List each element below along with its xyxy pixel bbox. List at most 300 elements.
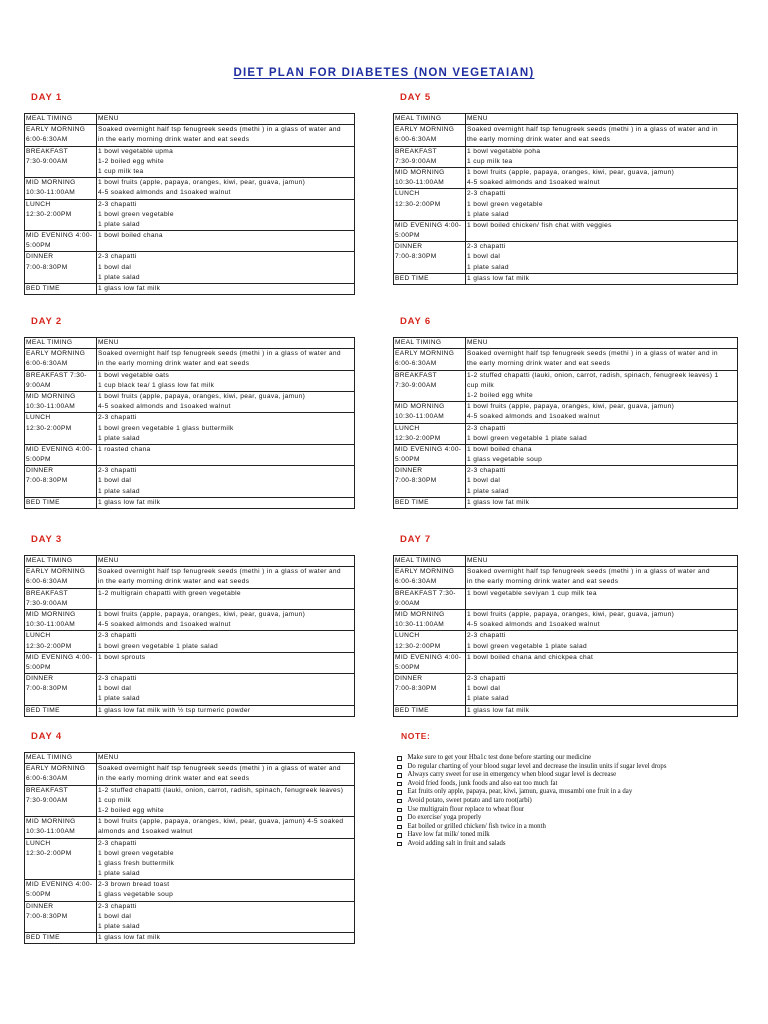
meal-timing-cell <box>394 273 466 284</box>
menu-line: 1 bowl fruits (apple, papaya, oranges, kiwi, pear, guava, jamun) <box>467 610 675 618</box>
menu-line: 2-3 chapatti <box>467 243 506 251</box>
menu-line: 4-5 soaked almonds and 1soaked walnut <box>98 621 231 629</box>
timing-line: EARLY MORNING <box>395 126 455 134</box>
meal-timing-cell <box>25 466 97 498</box>
note-item <box>393 763 738 772</box>
menu-cell <box>466 167 738 188</box>
timing-line: 10:30-11:00AM <box>26 189 76 197</box>
spacer <box>26 487 95 497</box>
spacer <box>467 599 736 609</box>
menu-line: 1 bowl fruits (apple, papaya, oranges, kiwi, pear, guava, jamun) 4-5 soaked <box>98 818 344 826</box>
timing-line: 5:00PM <box>26 891 51 899</box>
day-label: DAY 4 <box>31 731 62 742</box>
menu-line: 2-3 chapatti <box>98 253 137 261</box>
timing-line: EARLY MORNING <box>26 765 86 773</box>
meal-timing-cell <box>394 567 466 588</box>
timing-line: 10:30-11:00AM <box>395 413 445 421</box>
spacer <box>467 231 736 241</box>
note-item <box>393 831 738 840</box>
menu-cell <box>97 199 355 231</box>
note-text: Always carry sweet for use in emergency when blood sugar level is decrease <box>407 771 617 779</box>
timing-line: 12:30-2:00PM <box>26 849 72 857</box>
menu-line: 2-3 chapatti <box>98 467 137 475</box>
meal-timing-cell <box>25 199 97 231</box>
timing-line: 10:30-11:00AM <box>26 621 76 629</box>
menu-cell <box>97 880 355 901</box>
menu-cell <box>466 242 738 274</box>
table-row <box>25 705 355 716</box>
menu-line: 1 bowl green vegetable 1 plate salad <box>467 434 588 442</box>
spacer <box>26 167 95 177</box>
table-row <box>25 674 355 706</box>
timing-line: LUNCH <box>26 632 51 640</box>
menu-line: 2-3 chapatti <box>98 632 137 640</box>
menu-cell <box>97 370 355 391</box>
timing-line: MEAL TIMING <box>395 557 442 564</box>
timing-line: MID MORNING <box>26 179 76 187</box>
timing-line: 5:00PM <box>395 456 420 464</box>
timing-line: LUNCH <box>26 200 51 208</box>
header-timing: MEAL TIMING <box>394 338 466 349</box>
menu-line: the early morning drink water and eat seeds <box>467 136 611 144</box>
meal-timing-cell <box>25 349 97 370</box>
timing-line: 6:00-6:30AM <box>26 136 68 144</box>
menu-cell <box>97 933 355 944</box>
menu-line: 1 bowl green vegetable 1 plate salad <box>98 642 219 650</box>
meal-timing-cell <box>394 349 466 370</box>
menu-line: 1 bowl green vegetable <box>467 200 543 208</box>
timing-line: 12:30-2:00PM <box>395 434 441 442</box>
header-menu: MENU <box>97 338 355 349</box>
spacer <box>395 263 464 273</box>
table-row <box>394 444 738 465</box>
meal-timing-cell <box>25 631 97 652</box>
menu-cell <box>466 125 738 146</box>
note-list <box>393 754 738 849</box>
menu-cell <box>466 349 738 370</box>
table-row <box>394 370 738 402</box>
table-row <box>394 242 738 274</box>
menu-line: 2-3 chapatti <box>467 675 506 683</box>
timing-line: MEAL TIMING <box>26 557 73 564</box>
timing-line: 12:30-2:00PM <box>26 210 72 218</box>
timing-line: MID MORNING <box>395 610 445 618</box>
menu-cell <box>97 284 355 295</box>
meal-table <box>24 752 355 944</box>
meal-timing-cell <box>25 284 97 295</box>
menu-line: 1 bowl vegetable oats <box>98 371 170 379</box>
timing-line: MID EVENING 4:00- <box>26 232 93 240</box>
timing-line: 7:00-8:30PM <box>26 477 68 485</box>
menu-line: 1 bowl fruits (apple, papaya, oranges, kiwi, pear, guava, jamun) <box>98 179 306 187</box>
note-title: NOTE: <box>401 731 431 741</box>
table-header-row <box>25 753 355 764</box>
menu-line: Soaked overnight half tsp fenugreek seeds (methi ) in a glass of water and <box>98 765 341 773</box>
menu-line: 1 bowl sprouts <box>98 653 146 661</box>
spacer <box>26 220 95 230</box>
spacer <box>98 455 353 465</box>
menu-cell <box>97 631 355 652</box>
timing-line: 7:00-8:30PM <box>26 685 68 693</box>
menu-cell <box>97 652 355 673</box>
table-row <box>394 609 738 630</box>
menu-line: 4-5 soaked almonds and 1soaked walnut <box>467 179 600 187</box>
meal-timing-cell <box>25 785 97 817</box>
note-item <box>393 754 738 763</box>
menu-cell <box>466 146 738 167</box>
menu-line: 1 glass vegetable soup <box>98 891 174 899</box>
menu-cell <box>97 567 355 588</box>
spacer <box>26 434 95 444</box>
meal-table <box>24 113 355 295</box>
menu-line: in the early morning drink water and eat seeds <box>98 360 250 368</box>
day-label: DAY 3 <box>31 534 62 545</box>
menu-line: 4-5 soaked almonds and 1soaked walnut <box>467 621 600 629</box>
menu-cell <box>466 402 738 423</box>
table-row <box>394 631 738 652</box>
spacer <box>98 241 353 251</box>
note-item <box>393 814 738 823</box>
menu-line: 1 glass fresh buttermilk <box>98 859 175 867</box>
note-text: Make sure to get your Hba1c test done before starting our medicine <box>407 754 592 761</box>
menu-cell <box>466 567 738 588</box>
menu-line: 1 bowl vegetable poha <box>467 147 541 155</box>
page-title: DIET PLAN FOR DIABETES (NON VEGETAIAN) <box>233 67 535 79</box>
menu-cell <box>97 705 355 716</box>
timing-line: MID MORNING <box>26 392 76 400</box>
menu-line: in the early morning drink water and eat seeds <box>98 136 250 144</box>
meal-timing-cell <box>25 391 97 412</box>
header-timing: MEAL TIMING <box>25 338 97 349</box>
spacer <box>98 599 353 609</box>
note-text: Have low fat milk/ toned milk <box>407 831 490 839</box>
timing-line: 7:30-9:00AM <box>26 157 68 165</box>
spacer <box>26 859 95 869</box>
menu-line: 2-3 chapatti <box>467 424 506 432</box>
timing-line: EARLY MORNING <box>26 568 86 576</box>
meal-timing-cell <box>25 838 97 880</box>
spacer <box>395 694 464 704</box>
spacer <box>26 869 95 879</box>
table-row <box>394 349 738 370</box>
menu-line: 1 glass vegetable soup <box>467 456 543 464</box>
menu-cell <box>466 370 738 402</box>
table-row <box>25 609 355 630</box>
note-item <box>393 840 738 849</box>
table-row <box>394 567 738 588</box>
timing-line: BREAKFAST 7:30- <box>26 371 87 379</box>
menu-line: 2-3 chapatti <box>98 200 137 208</box>
meal-timing-cell <box>394 167 466 188</box>
meal-timing-cell <box>394 705 466 716</box>
menu-cell <box>97 391 355 412</box>
table-row <box>25 588 355 609</box>
menu-line: Soaked overnight half tsp fenugreek seeds (methi ) in a glass of water and in <box>467 126 718 134</box>
table-row <box>394 402 738 423</box>
table-row <box>25 444 355 465</box>
menu-cell <box>466 588 738 609</box>
table-row <box>394 652 738 673</box>
timing-line: 7:00-8:30PM <box>26 912 68 920</box>
table-row <box>394 125 738 146</box>
day-label: DAY 2 <box>31 316 62 327</box>
table-row <box>25 933 355 944</box>
meal-timing-cell <box>394 497 466 508</box>
timing-line: EARLY MORNING <box>395 350 455 358</box>
note-text: Avoid adding salt in fruit and salads <box>407 839 506 847</box>
meal-table <box>393 113 738 285</box>
checkbox-bullet-icon <box>397 842 402 847</box>
checkbox-bullet-icon <box>397 790 402 795</box>
checkbox-bullet-icon <box>397 833 402 838</box>
timing-line: LUNCH <box>395 190 420 198</box>
menu-line: Soaked overnight half tsp fenugreek seeds (methi ) in a glass of water and in <box>467 350 718 358</box>
meal-timing-cell <box>394 674 466 706</box>
spacer <box>26 806 95 816</box>
day-label: DAY 5 <box>400 92 431 103</box>
timing-line: 6:00-6:30AM <box>26 775 68 783</box>
timing-line: EARLY MORNING <box>395 568 455 576</box>
timing-line: LUNCH <box>395 424 420 432</box>
menu-line: 1 bowl boiled chicken/ fish chat with veggies <box>467 221 612 229</box>
timing-line: 6:00-6:30AM <box>26 360 68 368</box>
meal-timing-cell <box>25 444 97 465</box>
table-row <box>25 284 355 295</box>
meal-table <box>24 555 355 717</box>
timing-line: BED TIME <box>395 706 429 714</box>
table-row <box>25 466 355 498</box>
meal-timing-cell <box>394 466 466 498</box>
table-row <box>25 178 355 199</box>
meal-timing-cell <box>394 189 466 221</box>
timing-line: BED TIME <box>26 934 60 942</box>
menu-line: 1 glass low fat milk <box>467 498 530 506</box>
timing-line: MID MORNING <box>26 818 76 826</box>
menu-line: 1 glass low fat milk <box>98 934 161 942</box>
timing-line: 12:30-2:00PM <box>26 642 72 650</box>
spacer <box>26 694 95 704</box>
meal-timing-cell <box>394 242 466 274</box>
note-text: Do exercise/ yoga properly <box>407 814 482 822</box>
timing-line: BREAKFAST <box>26 589 68 597</box>
meal-timing-cell <box>25 674 97 706</box>
menu-cell <box>466 631 738 652</box>
timing-line: 10:30-11:00AM <box>26 828 76 836</box>
table-row <box>25 785 355 817</box>
menu-line: 1 bowl green vegetable 1 glass buttermilk <box>98 424 234 432</box>
menu-line: in the early morning drink water and eat seeds <box>467 578 619 586</box>
menu-cell <box>97 817 355 838</box>
note-item <box>393 780 738 789</box>
table-row <box>25 901 355 933</box>
timing-line: 12:30-2:00PM <box>395 200 441 208</box>
timing-line: DINNER <box>26 675 54 683</box>
menu-line: 1 bowl green vegetable <box>98 210 174 218</box>
meal-timing-cell <box>25 231 97 252</box>
meal-timing-cell <box>394 220 466 241</box>
note-item <box>393 806 738 815</box>
checkbox-bullet-icon <box>397 782 402 787</box>
timing-line: BED TIME <box>26 706 60 714</box>
timing-line: 7:30-9:00AM <box>26 796 68 804</box>
timing-line: DINNER <box>26 253 54 261</box>
menu-line: 1-2 multigrain chapatti with green vegetable <box>98 589 241 597</box>
header-menu: MENU <box>97 114 355 125</box>
menu-cell <box>466 674 738 706</box>
table-header-row <box>25 114 355 125</box>
menu-cell <box>97 674 355 706</box>
checkbox-bullet-icon <box>397 765 402 770</box>
timing-line: 6:00-6:30AM <box>395 136 437 144</box>
menu-line: in the early morning drink water and eat seeds <box>98 578 250 586</box>
menu-line: 1 plate salad <box>98 434 140 442</box>
menu-line: 1 plate salad <box>98 870 140 878</box>
checkbox-bullet-icon <box>397 825 402 830</box>
spacer <box>26 273 95 283</box>
menu-line: 1 cup black tea/ 1 glass low fat milk <box>98 381 215 389</box>
timing-line: BREAKFAST <box>395 147 437 155</box>
header-timing: MEAL TIMING <box>25 114 97 125</box>
table-row <box>25 413 355 445</box>
table-header-row <box>394 338 738 349</box>
timing-line: DINNER <box>395 243 423 251</box>
menu-line: 1-2 stuffed chapatti (lauki, onion, carrot, radish, spinach, fenugreek leaves) <box>98 786 344 794</box>
table-row <box>394 167 738 188</box>
note-text: Use multigrain flour replace to wheat flour <box>407 805 525 813</box>
menu-line: in the early morning drink water and eat seeds <box>98 775 250 783</box>
timing-line: BED TIME <box>395 274 429 282</box>
menu-cell <box>466 444 738 465</box>
menu-cell <box>466 273 738 284</box>
menu-line: 2-3 chapatti <box>467 632 506 640</box>
menu-line: 2-3 chapatti <box>98 902 137 910</box>
table-row <box>25 880 355 901</box>
menu-line: 1 glass low fat milk <box>467 274 530 282</box>
table-row <box>25 817 355 838</box>
note-text: Avoid potato, sweet potato and taro root(arbi) <box>407 796 532 804</box>
menu-line: Soaked overnight half tsp fenugreek seeds (methi ) in a glass of water and <box>467 568 710 576</box>
meal-timing-cell <box>25 652 97 673</box>
menu-cell <box>97 838 355 880</box>
table-row <box>25 631 355 652</box>
meal-timing-cell <box>25 252 97 284</box>
timing-line: 6:00-6:30AM <box>26 578 68 586</box>
table-row <box>25 556 355 567</box>
menu-cell <box>97 497 355 508</box>
meal-timing-cell <box>25 933 97 944</box>
menu-line: 1 bowl fruits (apple, papaya, oranges, kiwi, pear, guava, jamun) <box>98 392 306 400</box>
timing-line: MID EVENING 4:00- <box>395 221 462 229</box>
header-timing: MEAL TIMING <box>394 114 466 125</box>
spacer <box>395 487 464 497</box>
meal-timing-cell <box>394 588 466 609</box>
menu-line: 1 plate salad <box>467 487 509 495</box>
timing-line: 7:00-8:30PM <box>26 263 68 271</box>
menu-line: 1 plate salad <box>98 220 140 228</box>
note-item <box>393 771 738 780</box>
menu-cell <box>97 146 355 178</box>
timing-line: DINNER <box>395 467 423 475</box>
menu-cell <box>466 466 738 498</box>
table-row <box>25 370 355 391</box>
meal-timing-cell <box>394 652 466 673</box>
menu-line: 1 plate salad <box>467 263 509 271</box>
menu-line: 1 glass low fat milk with ½ tsp turmeric powder <box>98 706 251 714</box>
timing-line: DINNER <box>395 675 423 683</box>
timing-line: 10:30-11:00AM <box>395 621 445 629</box>
meal-timing-cell <box>25 556 97 567</box>
meal-timing-cell <box>394 609 466 630</box>
menu-line: MENU <box>98 557 119 564</box>
meal-timing-cell <box>25 370 97 391</box>
header-menu: MENU <box>97 753 355 764</box>
menu-cell <box>466 556 738 567</box>
menu-line: 1 bowl fruits (apple, papaya, oranges, kiwi, pear, guava, jamun) <box>467 403 675 411</box>
menu-line: 1 bowl dal <box>98 685 132 693</box>
meal-timing-cell <box>25 609 97 630</box>
table-row <box>25 652 355 673</box>
table-row <box>25 391 355 412</box>
menu-line: 1 bowl dal <box>98 263 132 271</box>
menu-line: 1 bowl dal <box>467 253 501 261</box>
spacer <box>395 210 464 220</box>
day-label: DAY 6 <box>400 316 431 327</box>
timing-line: BREAKFAST <box>26 147 68 155</box>
menu-line: 1 bowl fruits (apple, papaya, oranges, kiwi, pear, guava, jamun) <box>467 168 675 176</box>
menu-line: 4-5 soaked almonds and 1soaked walnut <box>98 403 231 411</box>
checkbox-bullet-icon <box>397 808 402 813</box>
menu-cell <box>97 125 355 146</box>
table-row <box>394 497 738 508</box>
timing-line: 5:00PM <box>26 242 51 250</box>
note-text: Avoid fried foods, junk foods and also eat too much fat <box>407 779 558 787</box>
meal-timing-cell <box>394 444 466 465</box>
meal-timing-cell <box>25 178 97 199</box>
menu-line: 1 bowl dal <box>467 685 501 693</box>
menu-line: 1-2 boiled egg white <box>467 391 534 399</box>
timing-line: EARLY MORNING <box>26 350 86 358</box>
table-row <box>25 146 355 178</box>
meal-table <box>393 555 738 717</box>
note-text: Eat fruits only apple, papaya, pear, kiwi, jamun, guava, musambi one fruit in a day <box>407 788 633 796</box>
meal-timing-cell <box>25 705 97 716</box>
timing-line: 7:00-8:30PM <box>395 477 437 485</box>
menu-cell <box>466 609 738 630</box>
menu-line: 1 glass low fat milk <box>98 285 161 293</box>
menu-line: 1 bowl fruits (apple, papaya, oranges, kiwi, pear, guava, jamun) <box>98 610 306 618</box>
meal-timing-cell <box>25 146 97 178</box>
menu-line: 1 bowl dal <box>467 477 501 485</box>
header-menu: MENU <box>466 338 738 349</box>
menu-line: 1 bowl boiled chana and chickpea chat <box>467 653 594 661</box>
meal-timing-cell <box>25 817 97 838</box>
timing-line: 12:30-2:00PM <box>26 424 72 432</box>
menu-cell <box>97 349 355 370</box>
timing-line: 7:30-9:00AM <box>395 381 437 389</box>
timing-line: MID EVENING 4:00- <box>395 445 462 453</box>
spacer <box>467 663 736 673</box>
meal-timing-cell <box>25 567 97 588</box>
checkbox-bullet-icon <box>397 773 402 778</box>
timing-line: 6:00-6:30AM <box>395 578 437 586</box>
meal-timing-cell <box>25 497 97 508</box>
table-row <box>25 567 355 588</box>
timing-line: MID EVENING 4:00- <box>26 653 93 661</box>
menu-line: 2-3 chapatti <box>98 839 137 847</box>
menu-cell <box>97 785 355 817</box>
menu-line: 1 glass low fat milk <box>98 498 161 506</box>
menu-cell <box>466 220 738 241</box>
